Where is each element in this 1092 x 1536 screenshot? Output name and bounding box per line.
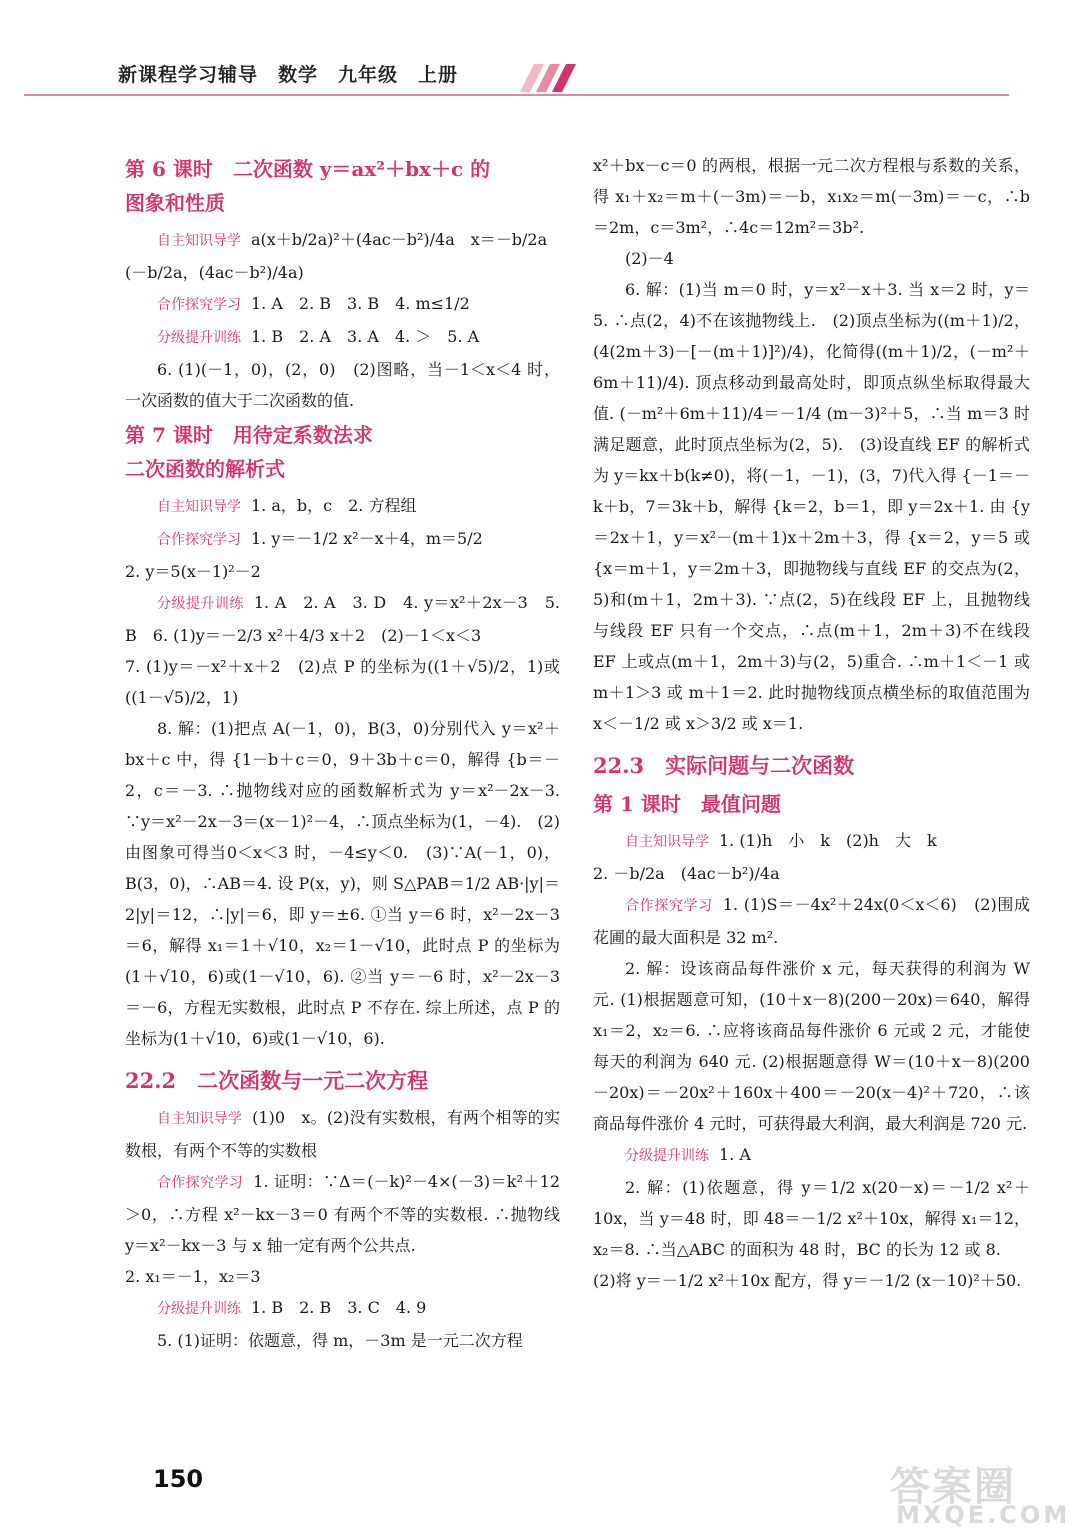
section-label-level: 分级提升训练 xyxy=(157,1301,241,1317)
section-label-self: 自主知识导学 xyxy=(625,834,709,850)
answer-line: 8. 解：(1)把点 A(－1，0)，B(3，0)分别代入 y＝x²＋bx＋c 中，得 {1－b＋c＝0，9＋3b＋c＝0，解得 {b＝－2，c＝－3. ∴抛物线对应的函数解析式为 y＝x²－2x－3. ∵y＝x²－2x－3＝(x－1)²－4，∴顶点坐标为(1，－4). (2)由图象可得当0＜x＜3 时，－4≤y＜0. (3)∵A(－1，0)，B(3，0)，∴AB＝4. 设 P(x，y)，则 S△PAB＝1/2 AB·|y|＝2|y|＝12，∴|y|＝6，即 y＝±6. ①当 y＝6 时，x²－2x－3＝6，解得 x₁＝1＋√10，x₂＝1－√10，此时点 P 的坐标为(1＋√10，6)或(1－√10，6). ②当 y＝－6 时，x²－2x－3＝－6，方程无实数根，此时点 P 不存在. 综上所述，点 P 的坐标为(1＋√10，6)或(1－√10，6). xyxy=(125,719,560,1048)
answer-block: 合作探究学习 1. 证明：∵Δ＝(－k)²－4×(－3)＝k²＋12＞0，∴方程 x²－kx－3＝0 有两个不等的实数根. ∴抛物线 y＝x²－kx－3 与 x 轴一定有两个公共点. xyxy=(125,1172,560,1255)
page-header xyxy=(0,0,1092,105)
answer-line: 2. x₁＝－1，x₂＝3 xyxy=(125,1267,261,1286)
answer-block: 分级提升训练 1. B 2. B 3. C 4. 9 xyxy=(157,1298,427,1317)
section-title: 22.3 实际问题与二次函数 xyxy=(593,753,855,778)
section-label-coop: 合作探究学习 xyxy=(157,532,241,548)
answer-line: 2. －b/2a (4ac－b²)/4a xyxy=(593,864,780,883)
watermark-url: MXQE.COM xyxy=(896,1501,1071,1529)
answer-line: x²＋bx－c＝0 的两根，根据一元二次方程根与系数的关系，得 x₁＋x₂＝m＋(－3m)＝－b，x₁x₂＝m(－3m)＝－c，∴b＝2m，c＝3m²，∴4c＝12m²＝3b². xyxy=(593,156,1030,237)
answer-line: (2)将 y＝－1/2 x²＋10x 配方，得 y＝－1/2 (x－10)²＋50. xyxy=(593,1271,1022,1290)
section-label-level: 分级提升训练 xyxy=(157,596,244,612)
answer-line: 6. 解：(1)当 m＝0 时，y＝x²－x＋3. 当 x＝2 时，y＝5. ∴点(2，4)不在该抛物线上. (2)顶点坐标为((m＋1)/2，(4(2m＋3)－[－(m＋1)]²)/4)，化简得((m＋1)/2，(－m²＋6m＋11)/4). 顶点移动到最高处时，即顶点纵坐标取得最大值. (－m²＋6m＋11)/4＝－1/4 (m－3)²＋5，∴当 m＝3 时满足题意，此时顶点坐标为(2，5). (3)设直线 EF 的解析式为 y＝kx＋b(k≠0)，将(－1，－1)，(3，7)代入得 {－1＝－k＋b，7＝3k＋b，解得 {k＝2，b＝1，即 y＝2x＋1. 由 {y＝2x＋1，y＝x²－(m＋1)x＋2m＋3，得 {x＝2，y＝5 或 {x＝m＋1，y＝2m＋3，即抛物线与直线 EF 的交点为(2，5)和(m＋1，2m＋3). ∵点(2，5)在线段 EF 上，且抛物线与线段 EF 只有一个交点，∴点(m＋1，2m＋3)不在线段 EF 上或点(m＋1，2m＋3)与(2，5)重合. ∴m＋1＜－1 或 m＋1＞3 或 m＋1＝2. 此时抛物线顶点横坐标的取值范围为 x＜－1/2 或 x＞3/2 或 x＝1. xyxy=(593,280,1030,733)
section-label-self: 自主知识导学 xyxy=(157,1111,243,1127)
answer-line: 5. (1)证明：依题意，得 m，－3m 是一元二次方程 xyxy=(157,1331,523,1350)
lesson-title: 第 1 课时 最值问题 xyxy=(593,792,781,816)
section-label-level: 分级提升训练 xyxy=(625,1148,709,1164)
answer-line: 2. 解：(1)依题意，得 y＝1/2 x(20－x)＝－1/2 x²＋10x，当 y＝48 时，即 48＝－1/2 x²＋10x，解得 x₁＝12，x₂＝8. ∴当△ABC 的面积为 48 时，BC 的长为 12 或 8. xyxy=(593,1178,1030,1259)
section-title: 22.2 二次函数与一元二次方程 xyxy=(125,1068,429,1093)
answer-block: 分级提升训练 1. A xyxy=(625,1145,751,1164)
section-label-self: 自主知识导学 xyxy=(157,233,241,249)
answer-block: 合作探究学习 1. A 2. B 3. B 4. m≤1/2 xyxy=(157,294,470,313)
answer-block: 分级提升训练 1. B 2. A 3. A 4. ＞ 5. A xyxy=(157,327,480,346)
answer-block: 合作探究学习 1. (1)S＝－4x²＋24x(0＜x＜6) (2)围成花圃的最大面积是 32 m². xyxy=(593,895,1030,947)
book-title: 新课程学习辅导 数学 九年级 上册 xyxy=(118,64,459,86)
header-rule xyxy=(24,94,1009,96)
section-label-self: 自主知识导学 xyxy=(157,499,241,515)
lesson-title: 第 7 课时 用待定系数法求 二次函数的解析式 xyxy=(125,423,373,481)
answer-block: 自主知识导学 1. a，b，c 2. 方程组 xyxy=(157,496,417,515)
answer-block: 合作探究学习 1. y＝－1/2 x²－x＋4，m＝5/2 xyxy=(157,529,483,548)
page-number: 150 xyxy=(153,1465,204,1493)
answer-block: 自主知识导学 1. (1)h 小 k (2)h 大 k xyxy=(625,831,937,850)
lesson-title: 第 6 课时 二次函数 y＝ax²＋bx＋c 的 图象和性质 xyxy=(125,157,491,215)
section-label-level: 分级提升训练 xyxy=(157,330,241,346)
right-column xyxy=(593,150,1030,1296)
section-label-coop: 合作探究学习 xyxy=(157,297,241,313)
answer-block: 自主知识导学 (1)0 x。(2)没有实数根，有两个相等的实数根，有两个不等的实数根 xyxy=(125,1108,560,1160)
section-label-coop: 合作探究学习 xyxy=(625,898,713,914)
watermark-logo: 答案圈 xyxy=(890,1464,1016,1510)
answer-line: 2. 解：设该商品每件涨价 x 元，每天获得的利润为 W 元. (1)根据题意可知，(10＋x－8)(200－20x)＝640，解得 x₁＝2，x₂＝6. ∴应将该商品每件涨价 6 元或 2 元，才能使每天的利润为 640 元. (2)根据题意得 W＝(10＋x－8)(200－20x)＝－20x²＋160x＋400＝－20(x－4)²＋720，∴该商品每件涨价 4 元时，可获得最大利润，最大利润是 720 元. xyxy=(593,959,1030,1133)
section-label-coop: 合作探究学习 xyxy=(157,1175,244,1191)
watermark xyxy=(890,1455,1080,1530)
answer-line: (－b/2a，(4ac－b²)/4a) xyxy=(125,263,304,282)
answer-block: 分级提升训练 1. A 2. A 3. D 4. y＝x²＋2x－3 5. B 6. (1)y＝－2/3 x²＋4/3 x＋2 (2)－1＜x＜3 xyxy=(125,593,560,645)
answer-line: (2)－4 xyxy=(625,249,674,268)
answer-line: 7. (1)y＝－x²＋x＋2 (2)点 P 的坐标为((1＋√5)/2，1)或((1－√5)/2，1) xyxy=(125,657,560,707)
answer-block: 自主知识导学 a(x＋b/2a)²＋(4ac－b²)/4a x＝－b/2a xyxy=(157,230,548,249)
answer-line: 2. y＝5(x－1)²－2 xyxy=(125,562,261,581)
left-column xyxy=(125,150,560,1356)
header-decoration-icon xyxy=(520,62,580,94)
answer-line: 6. (1)(－1，0)，(2，0) (2)图略，当－1＜x＜4 时，一次函数的值大于二次函数的值. xyxy=(125,360,560,410)
